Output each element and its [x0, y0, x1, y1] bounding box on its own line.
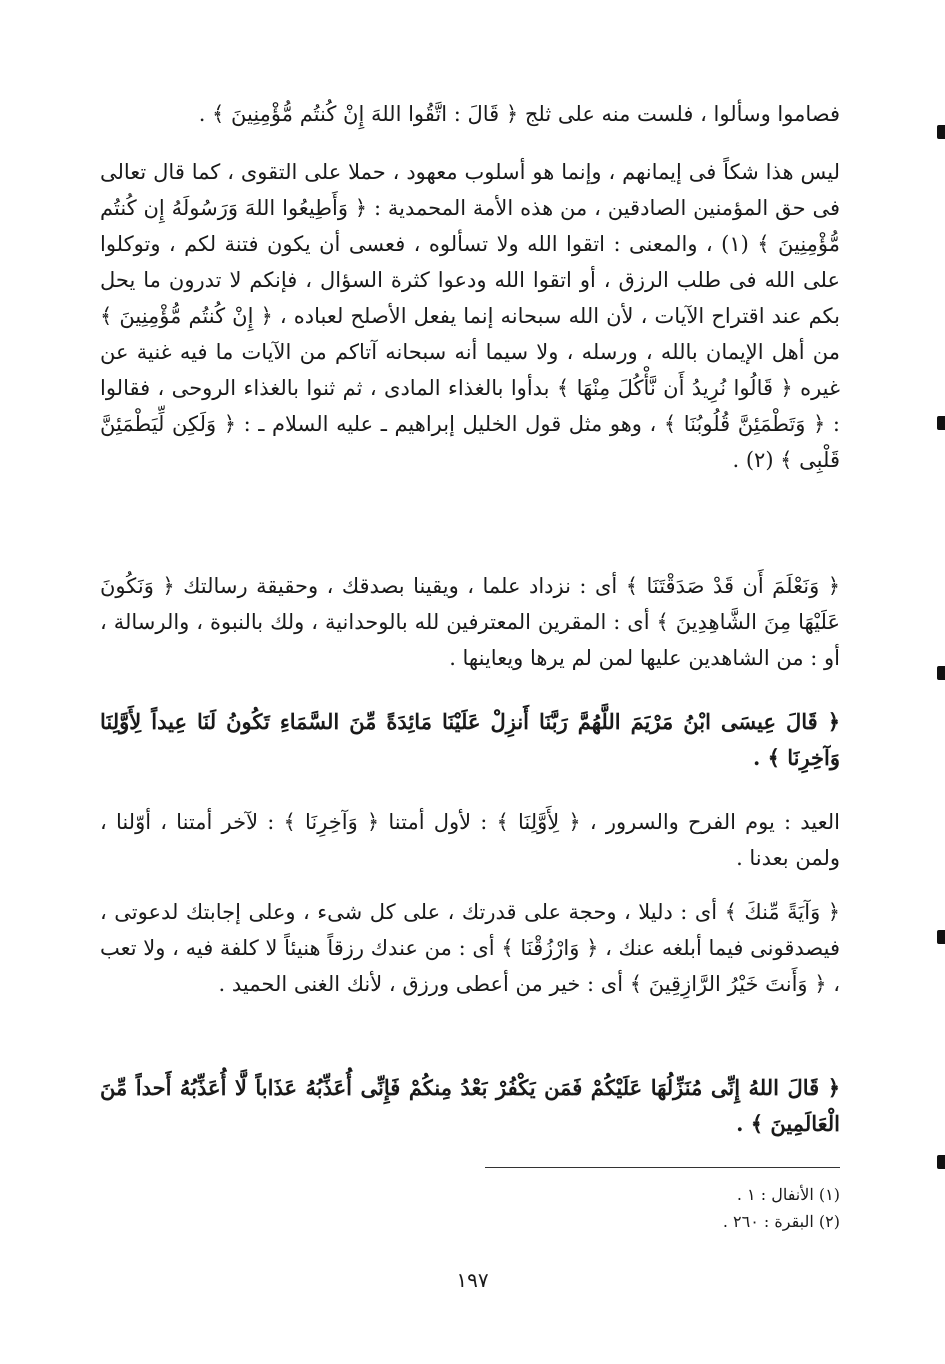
paragraph-5: العيد : يوم الفرح والسرور ، ﴿ لِأَوَّلِنَا ﴾ : لأول أمتنا ﴿ وَآخِرِنَا ﴾ : لآخر أمتنا ، أوّلنا ، ولمن بعدنا . [100, 810, 840, 870]
binding-mark [937, 666, 945, 680]
footnote-2: (٢) البقرة : ٢٦٠ . [722, 1212, 840, 1231]
paragraph-6: ﴿ وَآيَةً مِّنكَ ﴾ أى : دليلا ، وحجة على قدرتك ، على كل شىء ، وعلى إجابتك لدعوتى ، فيصدقونى فيما أبلغه عنك ، ﴿ وَارْزُقْنَا ﴾ أى : من عندك رزقاً هنيئاً لا كلفة فيه ، ولا تعب ، ﴿ وَأَنتَ خَيْرُ الرَّازِقِينَ ﴾ أى : خير من أعطى ورزق ، لأنك الغنى الحميد . [100, 900, 840, 996]
binding-mark [937, 930, 945, 944]
paragraph-3: ﴿ وَنَعْلَمَ أَن قَدْ صَدَقْتَنَا ﴾ أى : نزداد علما ، ويقينا بصدقك ، وحقيقة رسالتك ﴿ وَنَكُونَ عَلَيْهَا مِنَ الشَّاهِدِينَ ﴾ أى : المقرين المعترفين لله بالوحدانية ، ولك بالنبوة ، والرسالة ، أو : من الشاهدين عليها لمن لم يرها ويعاينها . [100, 574, 840, 670]
binding-mark [937, 1155, 945, 1169]
footnote-1: (١) الأنفال : ١ . [736, 1185, 840, 1204]
paragraph-7-verse: ﴿ قَالَ اللهُ إِنِّى مُنَزِّلُهَا عَلَيْكُمْ فَمَن يَكْفُرْ بَعْدُ مِنكُمْ فَإِنِّى أُعَذِّبُهُ عَذَاباً لَّا أُعَذِّبُهُ أَحداً مِّنَ الْعَالَمِينَ ﴾ . [100, 1075, 840, 1136]
binding-mark [937, 416, 945, 430]
page-number: ١٩٧ [456, 1268, 489, 1292]
footnote-divider [485, 1167, 840, 1168]
paragraph-2: ليس هذا شكاً فى إيمانهم ، وإنما هو أسلوب معهود ، حملا على التقوى ، كما قال تعالى فى حق المؤمنين الصادقين ، من هذه الأمة المحمدية : ﴿ وَأَطِيعُوا اللهَ وَرَسُولَهُ إِن كُنتُم مُّؤْمِنِينَ ﴾ (١) ، والمعنى : اتقوا الله ولا تسألوه ، فعسى أن يكون فتنة لكم ، وتوكلوا على الله فى طلب الرزق ، أو اتقوا الله ودعوا كثرة السؤال ، فإنكم لا تدرون ما يحل بكم عند اقتراح الآيات ، لأن الله سبحانه إنما يفعل الأصلح لعباده ، ﴿ إِنْ كُنتُم مُّؤْمِنِينَ ﴾ من أهل الإيمان بالله ، ورسله ، ولا سيما أنه سبحانه آتاكم من الآيات ما فيه غنية عن غيره ﴿ قَالُوا نُرِيدُ أَن نَّأْكُلَ مِنْهَا ﴾ بدأوا بالغذاء المادى ، ثم ثنوا بالغذاء الروحى ، فقالوا : ﴿ وَتَطْمَئِنَّ قُلُوبُنَا ﴾ ، وهو مثل قول الخليل إبراهيم ـ عليه السلام ـ : ﴿ وَلَكِن لِّيَطْمَئِنَّ قَلْبِى ﴾ (٢) . [100, 160, 841, 472]
paragraph-4-verse: ﴿ قَالَ عِيسَى ابْنُ مَرْيَمَ اللَّهُمَّ رَبَّنَا أَنزِلْ عَلَيْنَا مَائِدَةً مِّنَ السَّمَاءِ تَكُونُ لَنَا عِيداً لِأَوَّلِنَا وَآخِرِنَا ﴾ . [100, 709, 840, 770]
paragraph-1: فصاموا وسألوا ، فلست منه على ثلج ﴿ قَالَ : اتَّقُوا اللهَ إِنْ كُنتُم مُّؤْمِنِينَ ﴾ . [198, 102, 840, 126]
binding-mark [937, 125, 945, 139]
